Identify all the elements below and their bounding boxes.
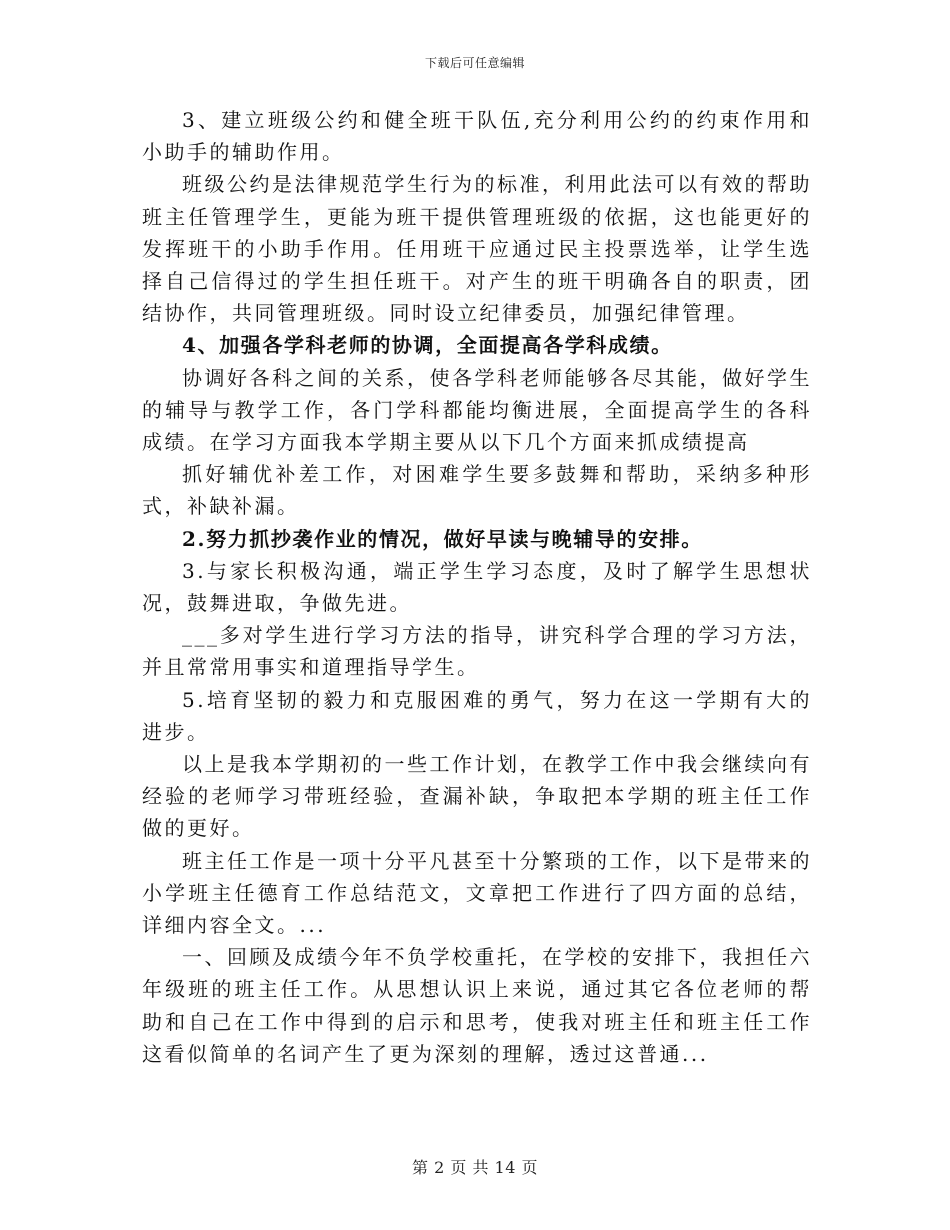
paragraph-9: 班主任工作是一项十分平凡甚至十分繁琐的工作，以下是带来的小学班主任德育工作总结范文，文章把工作进行了四方面的总结，详细内容全文。...	[142, 848, 812, 938]
paragraph-2: 班级公约是法律规范学生行为的标准，利用此法可以有效的帮助班主任管理学生，更能为班干提供管理班级的依据，这也能更好的发挥班干的小助手作用。任用班干应通过民主投票选举，让学生选择自己信得过的学生担任班干。对产生的班干明确各自的职责，团结协作，共同管理班级。同时设立纪律委员，加强纪律管理。	[142, 172, 812, 326]
paragraph-3: 协调好各科之间的关系，使各学科老师能够各尽其能，做好学生的辅导与教学工作，各门学科都能均衡进展，全面提高学生的各科成绩。在学习方面我本学期主要从以下几个方面来抓成绩提高	[142, 365, 812, 455]
paragraph-7: 5.培育坚韧的毅力和克服困难的勇气，努力在这一学期有大的进步。	[142, 687, 812, 744]
document-body	[142, 104, 812, 1070]
paragraph-8: 以上是我本学期初的一些工作计划，在教学工作中我会继续向有经验的老师学习带班经验，查漏补缺，争取把本学期的班主任工作做的更好。	[142, 752, 812, 841]
page-number: 第 2 页 共 14 页	[412, 1158, 538, 1177]
paragraph-6: ___多对学生进行学习方法的指导，讲究科学合理的学习方法，并且常常用事实和道理指导学生。	[142, 623, 812, 680]
paragraph-5: 3.与家长积极沟通，端正学生学习态度，及时了解学生思想状况，鼓舞进取，争做先进。	[142, 558, 812, 616]
section-heading-4: 4、加强各学科老师的协调，全面提高各学科成绩。	[182, 333, 673, 358]
paragraph-10: 一、回顾及成绩今年不负学校重托，在学校的安排下，我担任六年级班的班主任工作。从思想认识上来说，通过其它各位老师的帮助和自己在工作中得到的启示和思考，使我对班主任和班主任工作这看似简单的名词产生了更为深刻的理解，透过这普通...	[142, 945, 812, 1066]
paragraph-1: 3、建立班级公约和健全班干队伍,充分利用公约的约束作用和小助手的辅助作用。	[142, 108, 812, 165]
section-heading-2: 2.努力抓抄袭作业的情况，做好早读与晚辅导的安排。	[182, 526, 703, 551]
paragraph-4: 抓好辅优补差工作，对困难学生要多鼓舞和帮助，采纳多种形式，补缺补漏。	[142, 462, 812, 519]
page-header-note: 下载后可任意编辑	[424, 56, 525, 70]
